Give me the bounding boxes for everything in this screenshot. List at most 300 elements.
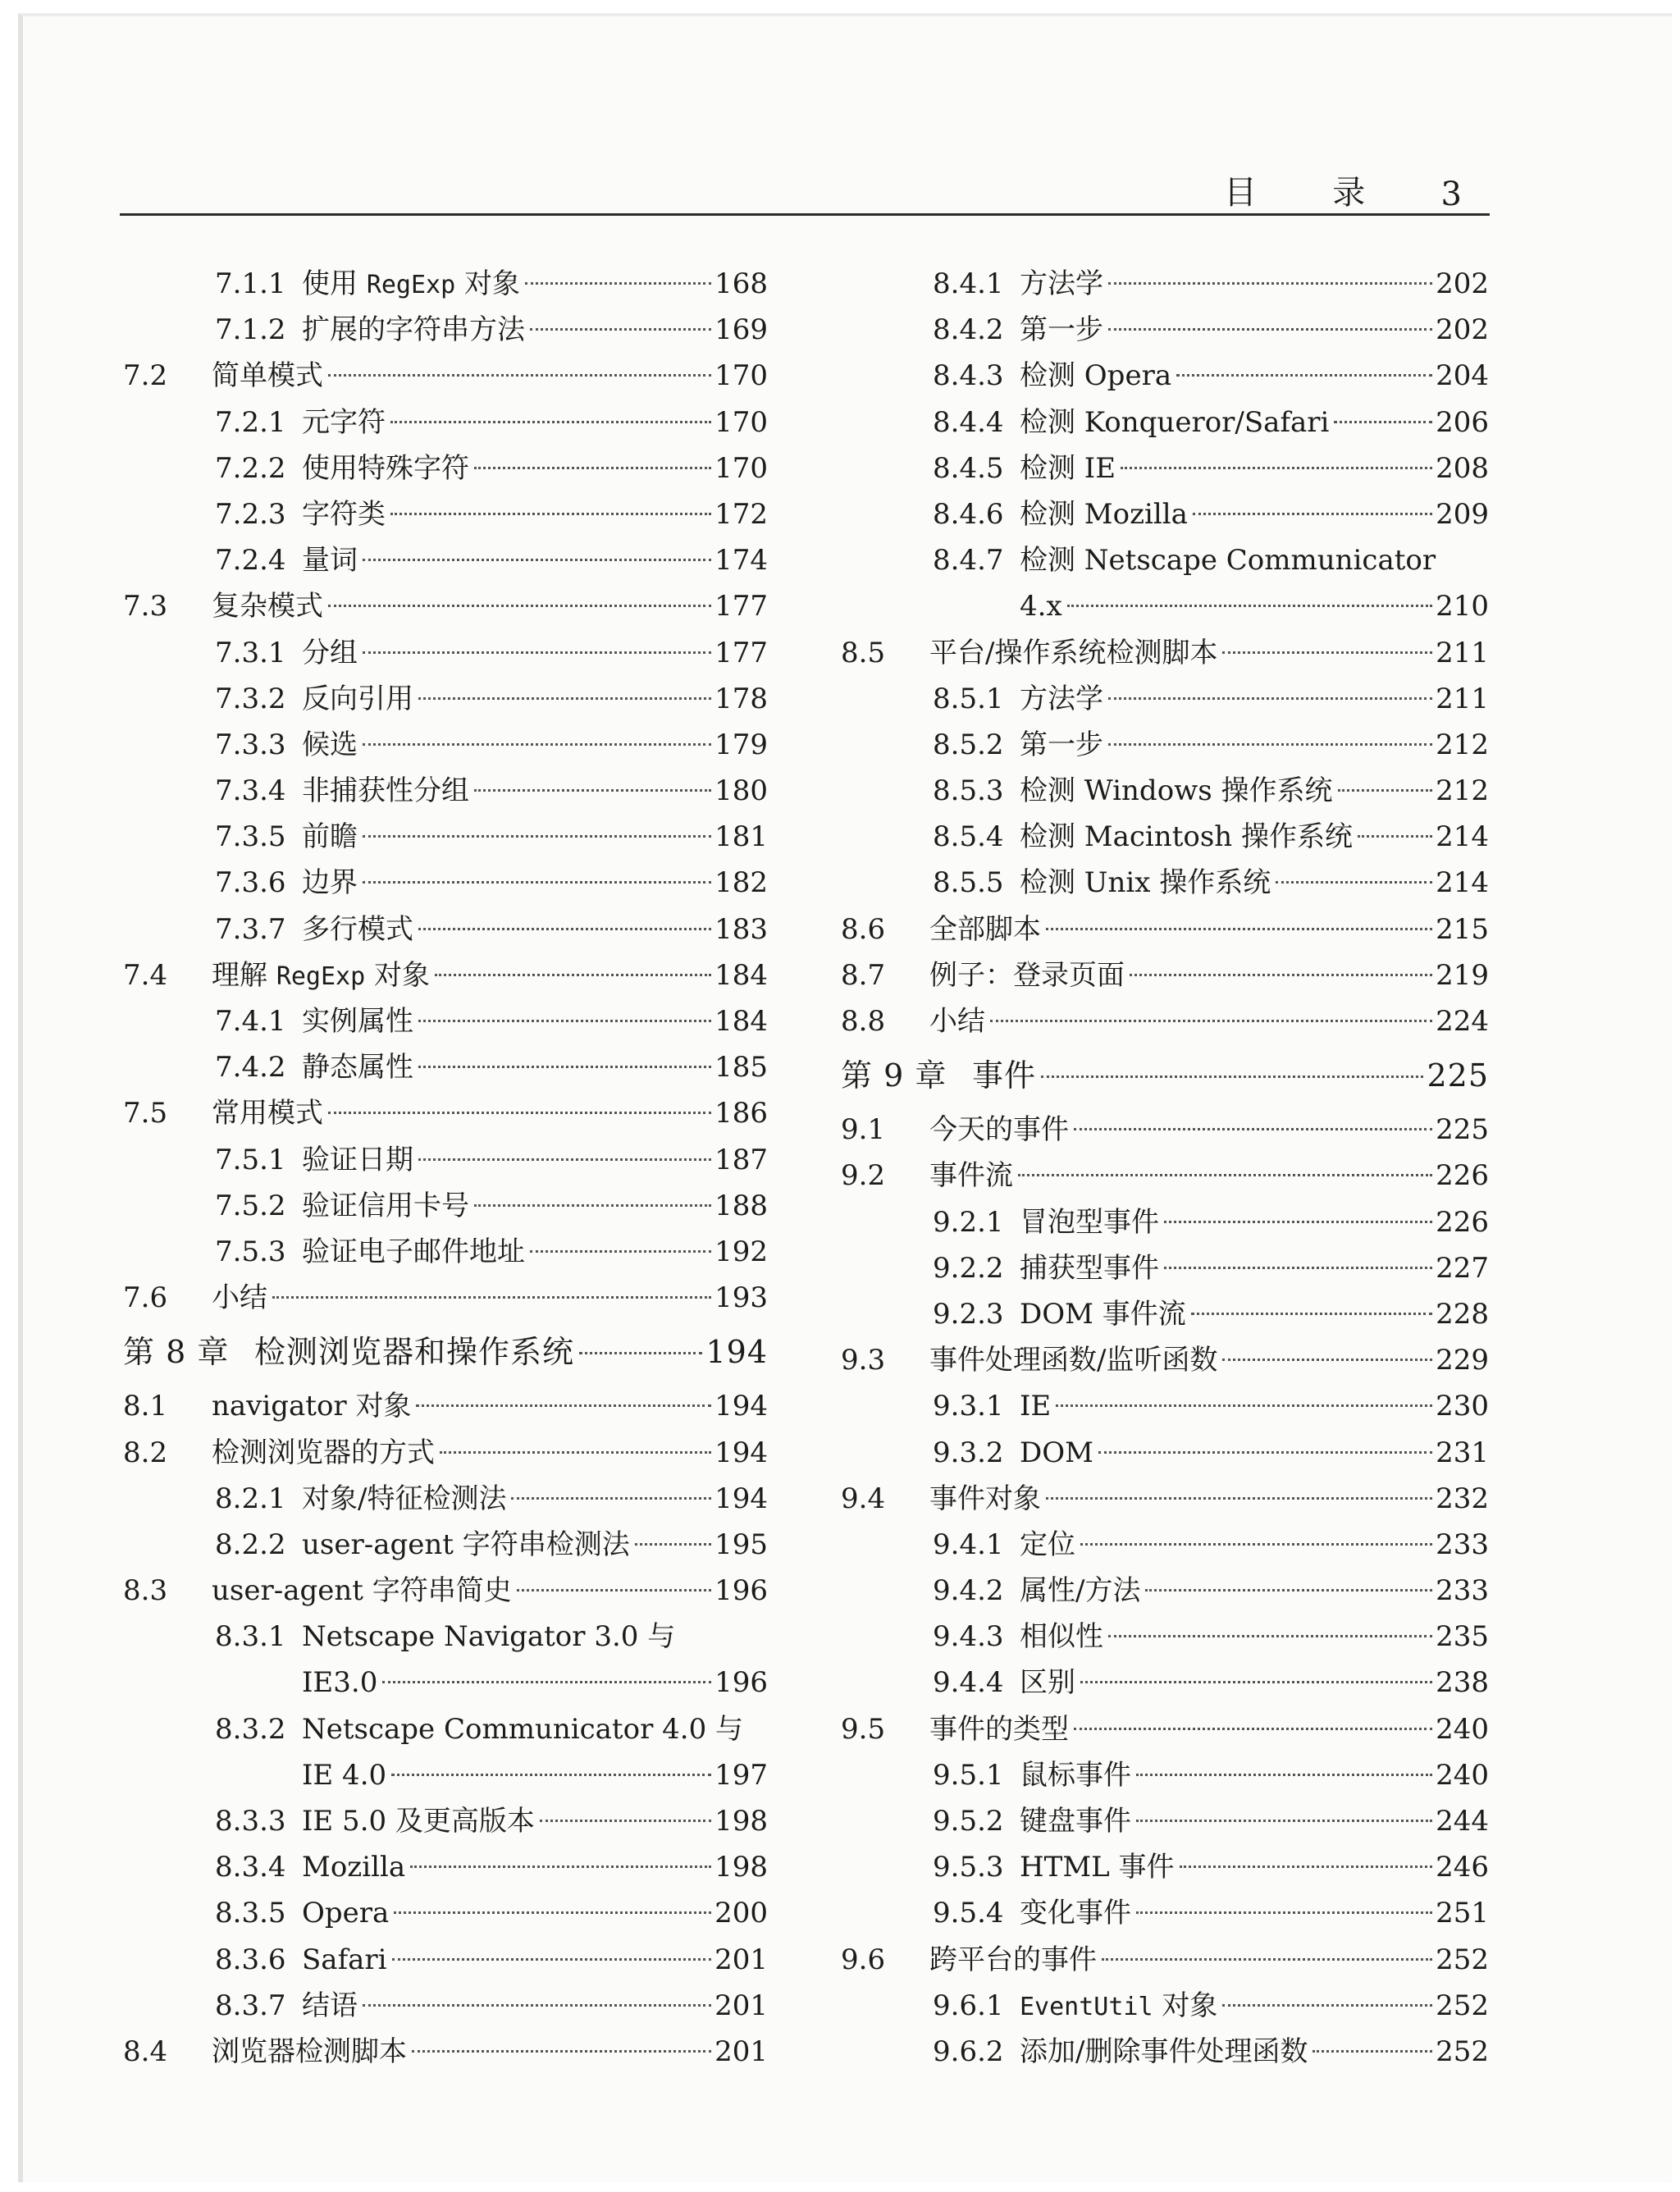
toc-entry-title: 属性/方法 — [1020, 1574, 1141, 1608]
toc-entry — [123, 1275, 768, 1321]
toc-entry-page: 228 — [1436, 1297, 1489, 1331]
toc-entry-title: 变化事件 — [1020, 1897, 1131, 1930]
toc-entry-title: 理解 RegExp 对象 — [212, 958, 430, 992]
toc-entry — [123, 353, 768, 399]
toc-entry-page: 238 — [1436, 1666, 1489, 1700]
toc-entry-page: 184 — [714, 1005, 768, 1038]
toc-entry-number: 7.3.4 — [215, 774, 286, 808]
toc-entry-title: 前瞻 — [302, 820, 358, 854]
toc-entry-number: 9.4 — [841, 1482, 886, 1515]
toc-entry-number: 9.1 — [841, 1113, 886, 1147]
toc-leader-dots — [328, 1112, 711, 1114]
toc-entry-number: 9.3.2 — [933, 1436, 1004, 1469]
toc-entry-number: 9.5.2 — [933, 1805, 1004, 1838]
toc-entry — [123, 722, 768, 768]
toc-entry-title: 检测 Mozilla — [1020, 497, 1188, 531]
toc-entry-page: 214 — [1436, 866, 1489, 900]
toc-entry — [123, 998, 768, 1044]
toc-entry-title: IE — [1020, 1390, 1052, 1423]
toc-entry-title: HTML 事件 — [1020, 1851, 1175, 1884]
toc-entry-number: 9.5.4 — [933, 1897, 1004, 1930]
toc-entry-title: 今天的事件 — [929, 1113, 1069, 1147]
toc-entry-number: 7.2 — [123, 359, 168, 393]
toc-entry-number: 9.4.1 — [933, 1528, 1004, 1561]
toc-entry-title: DOM 事件流 — [1020, 1297, 1186, 1331]
toc-entry — [841, 1798, 1489, 1844]
toc-leader-dots — [474, 789, 711, 792]
toc-entry-title: 量词 — [302, 544, 358, 578]
toc-entry — [123, 1937, 768, 1983]
toc-leader-dots — [1276, 881, 1432, 884]
toc-entry-title: 捕获型事件 — [1020, 1251, 1159, 1285]
toc-leader-dots — [1338, 789, 1433, 792]
toc-entry-page: 212 — [1436, 774, 1489, 808]
toc-entry-page: 169 — [714, 313, 768, 347]
toc-entry-number: 7.1.2 — [215, 313, 286, 347]
toc-entry-title: 检测浏览器和操作系统 — [254, 1334, 575, 1371]
toc-entry — [841, 1199, 1489, 1245]
toc-leader-dots — [1358, 835, 1432, 838]
toc-entry-title: Safari — [302, 1943, 387, 1976]
toc-entry-page: 240 — [1436, 1712, 1489, 1746]
toc-entry-number: 7.2.1 — [215, 405, 286, 439]
toc-entry-page: 225 — [1436, 1113, 1489, 1147]
toc-right-column — [841, 261, 1489, 2075]
toc-entry-page: 202 — [1436, 313, 1489, 347]
toc-entry-title: user-agent 字符串简史 — [212, 1574, 512, 1608]
toc-entry-number: 7.6 — [123, 1281, 168, 1315]
toc-entry-number: 第 9 章 — [841, 1057, 947, 1094]
toc-leader-dots — [1136, 1911, 1432, 1914]
toc-entry — [123, 445, 768, 491]
toc-entry-number: 8.3.7 — [215, 1989, 286, 2022]
toc-entry — [123, 261, 768, 307]
toc-leader-dots — [394, 1911, 711, 1914]
toc-entry-number: 8.7 — [841, 958, 886, 992]
toc-entry — [841, 1476, 1489, 1522]
toc-entry-title: 边界 — [302, 866, 358, 900]
toc-chapter-entry — [841, 1044, 1489, 1107]
toc-leader-dots — [1056, 1404, 1432, 1407]
toc-entry — [123, 2029, 768, 2075]
toc-leader-dots — [440, 1451, 711, 1454]
toc-leader-dots — [418, 1158, 711, 1161]
toc-leader-dots — [1136, 1774, 1432, 1776]
toc-entry-number: 7.4.1 — [215, 1005, 286, 1038]
toc-entry-number: 9.6 — [841, 1943, 886, 1976]
toc-entry-number: 9.3.1 — [933, 1390, 1004, 1423]
toc-leader-dots — [363, 881, 711, 884]
toc-leader-dots — [1191, 1313, 1432, 1315]
toc-entry-page: 179 — [714, 728, 768, 761]
toc-entry-number: 9.4.2 — [933, 1574, 1004, 1608]
toc-entry-page: 187 — [714, 1143, 768, 1176]
header-rule — [120, 213, 1490, 216]
toc-entry-page: 209 — [1436, 497, 1489, 531]
toc-leader-dots — [382, 1681, 711, 1683]
toc-leader-dots — [363, 651, 711, 654]
toc-entry — [841, 952, 1489, 998]
toc-entry-page: 246 — [1436, 1851, 1489, 1884]
toc-entry-title: 多行模式 — [302, 912, 413, 946]
toc-leader-dots — [412, 2050, 711, 2053]
toc-entry-page: 229 — [1436, 1344, 1489, 1377]
toc-leader-dots — [530, 328, 711, 331]
toc-entry — [123, 860, 768, 906]
toc-entry-number: 8.2.1 — [215, 1482, 286, 1515]
toc-entry-page: 206 — [1436, 405, 1489, 439]
toc-entry-page: 194 — [714, 1390, 768, 1423]
toc-entry — [841, 1706, 1489, 1752]
toc-entry — [123, 630, 768, 676]
toc-entry — [123, 1183, 768, 1229]
toc-entry — [123, 1890, 768, 1936]
toc-entry-number: 8.1 — [123, 1390, 168, 1423]
toc-leader-dots — [474, 1204, 711, 1207]
toc-leader-dots — [579, 1352, 702, 1354]
toc-entry-title: 事件对象 — [929, 1482, 1041, 1515]
toc-entry-page: 202 — [1436, 267, 1489, 300]
toc-entry — [123, 1660, 768, 1706]
toc-leader-dots — [540, 1820, 711, 1822]
toc-leader-dots — [1074, 1128, 1432, 1130]
toc-entry-page: 186 — [714, 1097, 768, 1130]
toc-entry-page: 233 — [1436, 1528, 1489, 1561]
toc-entry-title: Netscape Communicator 4.0 与 — [302, 1712, 744, 1746]
toc-entry-title: 验证电子邮件地址 — [302, 1235, 525, 1268]
toc-entry-page: 182 — [714, 866, 768, 900]
toc-leader-dots — [1334, 421, 1432, 423]
toc-entry-title: navigator 对象 — [212, 1390, 412, 1423]
toc-leader-dots — [517, 1589, 711, 1591]
toc-entry-title: 小结 — [929, 1005, 985, 1038]
toc-leader-dots — [363, 2004, 711, 2007]
toc-entry — [841, 1291, 1489, 1337]
toc-entry — [841, 1430, 1489, 1476]
toc-entry-title: 事件流 — [929, 1159, 1013, 1193]
toc-leader-dots — [1041, 1075, 1423, 1078]
header-title-right: 录 — [1332, 174, 1366, 212]
toc-entry — [123, 1137, 768, 1183]
toc-entry-title: 检测 Netscape Communicator — [1020, 544, 1436, 578]
toc-entry-page: 193 — [714, 1281, 768, 1315]
toc-entry-title: Netscape Navigator 3.0 与 — [302, 1620, 676, 1654]
header-page-number: 3 — [1440, 176, 1462, 213]
toc-entry-title: user-agent 字符串检测法 — [302, 1528, 630, 1561]
toc-entry-page: 198 — [714, 1805, 768, 1838]
toc-entry-number: 第 8 章 — [123, 1334, 230, 1371]
toc-entry — [841, 1614, 1489, 1660]
toc-entry-page: 188 — [714, 1189, 768, 1222]
toc-leader-dots — [530, 1250, 711, 1253]
toc-leader-dots — [1164, 1267, 1432, 1269]
toc-entry-title: 复杂模式 — [212, 590, 323, 623]
toc-leader-dots — [1080, 1543, 1432, 1546]
toc-entry-title: 检测 Macintosh 操作系统 — [1020, 820, 1353, 854]
toc-entry-number: 8.8 — [841, 1005, 886, 1038]
toc-leader-dots — [410, 1865, 711, 1868]
toc-entry-number: 8.4.7 — [933, 544, 1004, 578]
toc-entry-page: 178 — [714, 682, 768, 715]
toc-entry-page: 244 — [1436, 1805, 1489, 1838]
toc-entry-title: 简单模式 — [212, 359, 323, 393]
toc-entry — [123, 952, 768, 998]
toc-entry-title: 验证日期 — [302, 1143, 413, 1176]
toc-entry-number: 9.4.3 — [933, 1620, 1004, 1654]
toc-entry-page: 201 — [714, 1989, 768, 2022]
toc-entry-number: 7.3.5 — [215, 820, 286, 854]
toc-entry-page: 212 — [1436, 728, 1489, 761]
toc-entry-number: 8.4.4 — [933, 405, 1004, 439]
toc-leader-dots — [435, 974, 711, 976]
toc-entry-number: 7.5.3 — [215, 1235, 286, 1268]
toc-entry-page: 230 — [1436, 1390, 1489, 1423]
toc-entry-title: 对象/特征检测法 — [302, 1482, 507, 1515]
toc-entry-title: Opera — [302, 1897, 390, 1930]
toc-entry-page: 195 — [714, 1528, 768, 1561]
toc-leader-dots — [474, 467, 711, 469]
toc-entry-number: 9.5.3 — [933, 1851, 1004, 1884]
toc-entry — [123, 1522, 768, 1568]
toc-entry — [841, 906, 1489, 952]
toc-entry — [841, 1153, 1489, 1199]
toc-entry-page: 170 — [714, 405, 768, 439]
toc-entry-number: 7.3.1 — [215, 636, 286, 669]
toc-entry-page: 224 — [1436, 1005, 1489, 1038]
toc-entry — [841, 1522, 1489, 1568]
toc-entry-page: 252 — [1436, 2034, 1489, 2068]
toc-entry-title: 定位 — [1020, 1528, 1075, 1561]
toc-entry-number: 8.3.2 — [215, 1712, 286, 1746]
toc-entry-title: 方法学 — [1020, 682, 1103, 715]
toc-leader-dots — [1222, 2004, 1432, 2007]
toc-entry — [841, 537, 1489, 583]
toc-entry-title: 反向引用 — [302, 682, 413, 715]
toc-leader-dots — [1222, 1359, 1432, 1361]
toc-entry-page: 225 — [1427, 1057, 1489, 1094]
toc-entry-page: 174 — [714, 544, 768, 578]
toc-leader-dots — [525, 282, 711, 285]
toc-entry-page: 197 — [714, 1758, 768, 1792]
toc-entry-page: 233 — [1436, 1574, 1489, 1608]
toc-entry-page: 210 — [1436, 590, 1489, 623]
header-title-left: 目 — [1224, 174, 1257, 212]
toc-entry — [841, 630, 1489, 676]
toc-entry-page: 219 — [1436, 958, 1489, 992]
toc-entry-title: IE 5.0 及更高版本 — [302, 1805, 535, 1838]
toc-entry-title: 扩展的字符串方法 — [302, 313, 525, 347]
toc-entry-number: 8.4.2 — [933, 313, 1004, 347]
toc-entry-number: 7.2.4 — [215, 544, 286, 578]
toc-entry — [123, 1090, 768, 1136]
toc-entry — [841, 860, 1489, 906]
toc-entry-page: 177 — [714, 590, 768, 623]
toc-entry-page: 252 — [1436, 1989, 1489, 2022]
toc-entry-number: 7.2.3 — [215, 497, 286, 531]
toc-leader-dots — [1180, 1865, 1433, 1868]
toc-entry — [841, 768, 1489, 814]
toc-leader-dots — [418, 1020, 711, 1022]
toc-entry-page: 201 — [714, 1943, 768, 1976]
toc-entry-title: 添加/删除事件处理函数 — [1020, 2034, 1308, 2068]
toc-entry — [123, 1568, 768, 1614]
toc-entry — [123, 1614, 768, 1660]
toc-entry — [123, 1430, 768, 1476]
toc-leader-dots — [272, 1296, 711, 1299]
toc-chapter-entry — [123, 1321, 768, 1383]
toc-entry-title: 全部脚本 — [929, 912, 1041, 946]
toc-entry-title: 使用特殊字符 — [302, 451, 469, 485]
toc-leader-dots — [1193, 513, 1432, 515]
toc-entry-number: 9.6.2 — [933, 2034, 1004, 2068]
toc-entry — [841, 491, 1489, 537]
toc-entry-page: 177 — [714, 636, 768, 669]
toc-entry-number: 7.5.1 — [215, 1143, 286, 1176]
toc-entry — [841, 2029, 1489, 2075]
toc-entry-title: 非捕获性分组 — [302, 774, 469, 808]
toc-entry-number: 8.3 — [123, 1574, 168, 1608]
toc-entry-title: 结语 — [302, 1989, 358, 2022]
toc-leader-dots — [1176, 374, 1432, 377]
toc-entry — [123, 1229, 768, 1275]
toc-entry — [841, 1337, 1489, 1383]
toc-entry-page: 232 — [1436, 1482, 1489, 1515]
toc-entry — [841, 676, 1489, 722]
toc-entry-page: 200 — [714, 1897, 768, 1930]
toc-entry-number: 7.2.2 — [215, 451, 286, 485]
toc-entry-page: 240 — [1436, 1758, 1489, 1792]
toc-entry — [123, 676, 768, 722]
toc-entry — [123, 1844, 768, 1890]
toc-entry-number: 9.2.1 — [933, 1205, 1004, 1239]
toc-leader-dots — [1098, 1451, 1432, 1454]
toc-entry-page: 211 — [1436, 682, 1489, 715]
toc-entry — [841, 1983, 1489, 2029]
toc-leader-dots — [418, 928, 711, 930]
toc-leader-dots — [391, 1774, 711, 1776]
toc-entry-title: 实例属性 — [302, 1005, 413, 1038]
toc-entry — [841, 1890, 1489, 1936]
toc-leader-dots — [1108, 328, 1432, 331]
toc-entry-number: 7.3.2 — [215, 682, 286, 715]
toc-entry-title: 检测 Windows 操作系统 — [1020, 774, 1333, 808]
toc-leader-dots — [1222, 651, 1432, 654]
toc-entry-number: 7.5.2 — [215, 1189, 286, 1222]
toc-leader-dots — [328, 605, 711, 607]
toc-entry — [841, 722, 1489, 768]
toc-entry-number: 8.5 — [841, 636, 886, 669]
toc-entry-number: 8.5.4 — [933, 820, 1004, 854]
toc-entry-page: 170 — [714, 451, 768, 485]
toc-entry — [841, 261, 1489, 307]
toc-leader-dots — [392, 1958, 712, 1961]
toc-entry-page: 198 — [714, 1851, 768, 1884]
toc-entry — [841, 1937, 1489, 1983]
toc-leader-dots — [1121, 467, 1432, 469]
toc-leader-dots — [1108, 697, 1432, 700]
toc-leader-dots — [1074, 1728, 1432, 1730]
toc-entry-number: 9.3 — [841, 1344, 886, 1377]
toc-entry — [123, 537, 768, 583]
toc-entry-page: 180 — [714, 774, 768, 808]
toc-entry — [841, 998, 1489, 1044]
toc-entry — [123, 768, 768, 814]
toc-entry-title: 平台/操作系统检测脚本 — [929, 636, 1218, 669]
toc-entry-page: 183 — [714, 912, 768, 946]
toc-leader-dots — [418, 697, 711, 700]
toc-entry-title: 静态属性 — [302, 1051, 413, 1085]
toc-entry — [841, 1383, 1489, 1429]
toc-entry-title: 浏览器检测脚本 — [212, 2034, 407, 2068]
toc-entry-page: 214 — [1436, 820, 1489, 854]
toc-entry-number: 7.3 — [123, 590, 168, 623]
toc-entry-number: 7.1.1 — [215, 267, 286, 300]
toc-entry — [841, 1752, 1489, 1798]
toc-entry-number: 9.5 — [841, 1712, 886, 1746]
toc-entry-title: 候选 — [302, 728, 358, 761]
toc-entry-title: 检测 Unix 操作系统 — [1020, 866, 1271, 900]
toc-entry-page: 192 — [714, 1235, 768, 1268]
toc-entry-number: 7.3.7 — [215, 912, 286, 946]
toc-entry-title: 小结 — [212, 1281, 267, 1315]
toc-leader-dots — [363, 559, 711, 561]
toc-leader-dots — [1080, 1681, 1432, 1683]
toc-entry-number: 8.5.2 — [933, 728, 1004, 761]
toc-entry-page: 204 — [1436, 359, 1489, 393]
toc-entry-page: 172 — [714, 497, 768, 531]
toc-leader-dots — [1145, 1589, 1432, 1591]
toc-left-column — [123, 261, 768, 2075]
toc-entry — [123, 400, 768, 445]
toc-entry — [841, 400, 1489, 445]
toc-entry-number: 7.3.6 — [215, 866, 286, 900]
toc-entry-title: 分组 — [302, 636, 358, 669]
toc-entry-number: 8.4 — [123, 2034, 168, 2068]
toc-entry-title: 常用模式 — [212, 1097, 323, 1130]
toc-entry-number: 8.3.1 — [215, 1620, 286, 1654]
toc-leader-dots — [1164, 1221, 1432, 1223]
toc-entry-number: 9.2.3 — [933, 1297, 1004, 1331]
toc-leader-dots — [1108, 1635, 1432, 1637]
toc-entry-number: 8.4.1 — [933, 267, 1004, 300]
toc-entry — [841, 445, 1489, 491]
toc-entry-title: IE3.0 — [302, 1666, 378, 1700]
toc-entry-page: 208 — [1436, 451, 1489, 485]
toc-entry-number: 8.5.1 — [933, 682, 1004, 715]
toc-entry-title: EventUtil 对象 — [1020, 1989, 1218, 2022]
toc-entry-page: 184 — [714, 958, 768, 992]
toc-entry-title: Mozilla — [302, 1851, 406, 1884]
toc-leader-dots — [1312, 2050, 1432, 2053]
toc-entry-title: 字符类 — [302, 497, 386, 531]
toc-entry-page: 226 — [1436, 1159, 1489, 1193]
toc-entry-page: 196 — [714, 1666, 768, 1700]
toc-entry-title: 区别 — [1020, 1666, 1075, 1700]
toc-entry-title: 第一步 — [1020, 313, 1103, 347]
toc-entry-page: 235 — [1436, 1620, 1489, 1654]
toc-entry-title: 验证信用卡号 — [302, 1189, 469, 1222]
toc-entry-number: 8.4.5 — [933, 451, 1004, 485]
toc-entry — [123, 1044, 768, 1090]
toc-leader-dots — [328, 374, 711, 377]
toc-entry-page: 194 — [714, 1436, 768, 1469]
toc-leader-dots — [1018, 1174, 1432, 1176]
toc-entry-number: 9.4.4 — [933, 1666, 1004, 1700]
toc-leader-dots — [390, 421, 711, 423]
toc-entry-number: 9.5.1 — [933, 1758, 1004, 1792]
toc-entry — [123, 583, 768, 629]
toc-entry-page: 211 — [1436, 636, 1489, 669]
